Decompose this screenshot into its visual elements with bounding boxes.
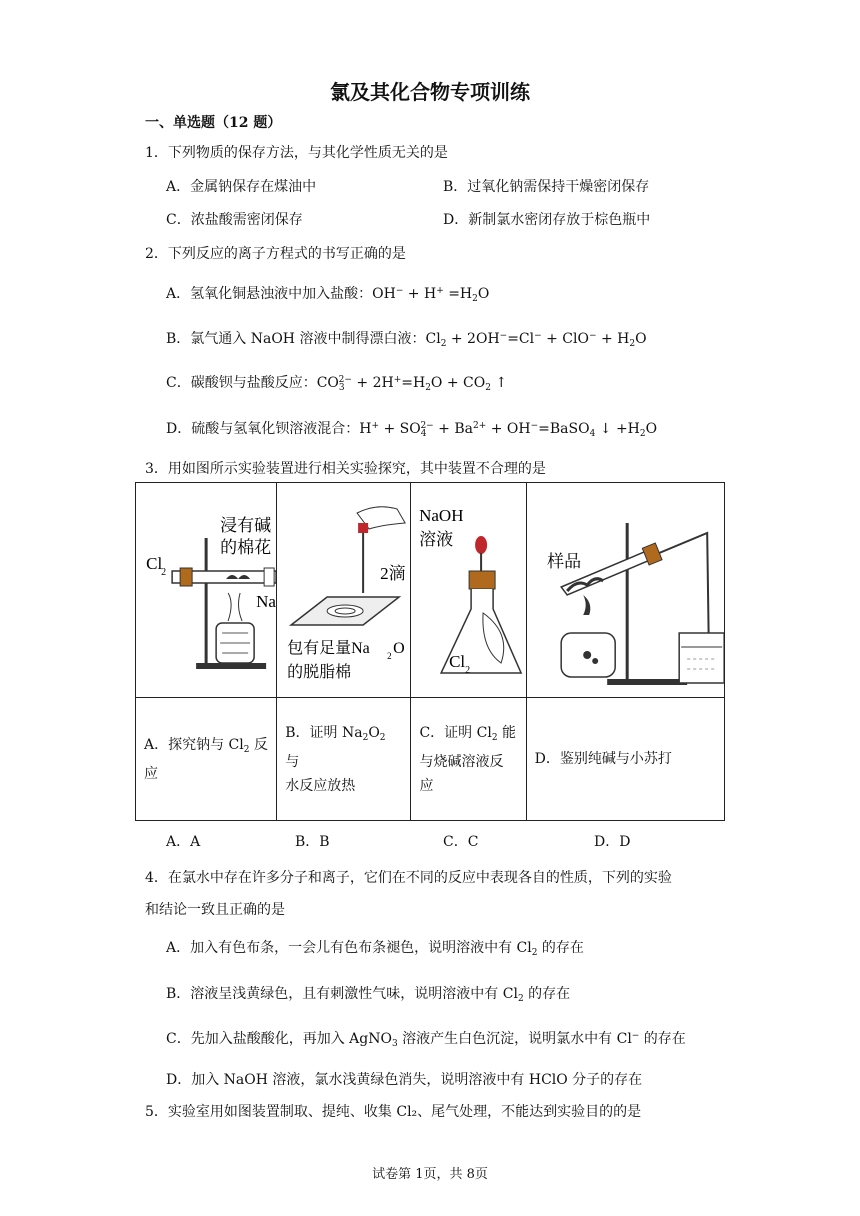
q4-stem-line2: 和结论一致且正确的是: [145, 902, 285, 918]
page-footer: 试卷第 1页，共 8页: [372, 1167, 488, 1182]
svg-text:的棉花: 的棉花: [220, 538, 272, 557]
q3-answer-d: D．D: [594, 834, 631, 850]
figure-b-sodium-peroxide-cotton: [277, 483, 410, 697]
q4-option-d: D．加入 NaOH 溶液，氯水浅黄绿色消失，说明溶液中有 HClO 分子的存在: [166, 1072, 643, 1088]
figure-a-sodium-chlorine-apparatus: [136, 483, 276, 697]
q3-cell-b: B．证明 $Na_2O_2$ 与 水反应放热: [277, 698, 411, 821]
svg-text:NaOH: NaOH: [419, 506, 464, 525]
page-title: 氯及其化合物专项训练: [330, 80, 530, 104]
q3-cell-a: A．探究钠与 $Cl_2$ 反 应: [136, 698, 277, 821]
q1-option-c: C．浓盐酸需密闭保存: [166, 212, 303, 228]
svg-text:Na: Na: [256, 592, 276, 611]
q3-answer-b: B．B: [295, 834, 330, 850]
figure-b-cell: [277, 483, 411, 698]
q3-cell-d: D．鉴别纯碱与小苏打: [526, 698, 724, 821]
q3-apparatus-table: [135, 482, 725, 821]
q1-stem: 1．下列物质的保存方法，与其化学性质无关的是: [145, 145, 448, 161]
q2-option-b: B．氯气通入 NaOH 溶液中制得漂白液：$Cl_2 + 2OH^-=Cl^- + ClO^- + H_2O$: [166, 331, 647, 349]
q2-stem: 2．下列反应的离子方程式的书写正确的是: [145, 246, 406, 262]
section-heading: 一、单选题（12 题）: [145, 115, 282, 131]
svg-text:2滴: 2滴: [380, 564, 406, 583]
q3-stem: 3．用如图所示实验装置进行相关实验探究，其中装置不合理的是: [145, 461, 546, 477]
svg-text:2: 2: [387, 651, 392, 661]
svg-text:的脱脂棉: 的脱脂棉: [287, 664, 352, 681]
svg-text:样品: 样品: [546, 552, 581, 571]
figure-c-naoh-flask: [411, 483, 525, 697]
q5-stem: 5．实验室用如图装置制取、提纯、收集 Cl₂、尾气处理，不能达到实验目的的是: [145, 1104, 642, 1120]
q1-option-a: A．金属钠保存在煤油中: [166, 179, 317, 195]
svg-text:溶液: 溶液: [419, 530, 454, 549]
figure-c-cell: [411, 483, 526, 698]
figure-d-cell: [526, 483, 724, 698]
svg-text:Cl: Cl: [146, 554, 163, 573]
q1-option-d: D．新制氯水密闭存放于棕色瓶中: [443, 212, 651, 228]
svg-text:Cl: Cl: [449, 652, 466, 671]
q4-option-c: C．先加入盐酸酸化，再加入 AgNO$_3$ 溶液产生白色沉淀，说明氯水中有 Cl− 的存在: [166, 1031, 686, 1049]
svg-text:O: O: [393, 640, 405, 657]
figure-a-cell: [136, 483, 277, 698]
figure-d-heating-sample: [527, 483, 724, 697]
svg-text:2: 2: [465, 665, 471, 676]
q4-option-a: A．加入有色布条，一会儿有色布条褪色，说明溶液中有 $Cl_2$ 的存在: [166, 940, 584, 958]
q4-stem-line1: 4．在氯水中存在许多分子和离子，它们在不同的反应中表现各自的性质，下列的实验: [145, 870, 672, 886]
q3-answer-c: C．C: [443, 834, 479, 850]
svg-text:包有足量Na: 包有足量Na: [287, 640, 371, 657]
svg-text:浸有碱: 浸有碱: [220, 516, 272, 535]
q2-option-a: A．氢氧化铜悬浊液中加入盐酸：$OH^- + H^+ =H_2O$: [166, 286, 490, 304]
svg-text:2: 2: [161, 567, 167, 578]
q2-option-d: D．硫酸与氢氧化钡溶液混合：$H^+ + SO_4^{2-} + Ba^{2+}$ + OH−=BaSO$_4$ ↓ $+H_2O$: [166, 421, 658, 439]
q2-option-c: C．碳酸钡与盐酸反应：$CO_3^{2-} + 2H^+=H_2O + CO_2$ ↑: [166, 375, 508, 393]
q4-option-b: B．溶液呈浅黄绿色，且有刺激性气味，说明溶液中有 $Cl_2$ 的存在: [166, 986, 571, 1004]
q3-answer-a: A．A: [166, 834, 201, 850]
q3-cell-c: C．证明 $Cl_2$ 能 与烧碱溶液反 应: [411, 698, 526, 821]
q1-option-b: B．过氧化钠需保持干燥密闭保存: [443, 179, 650, 195]
